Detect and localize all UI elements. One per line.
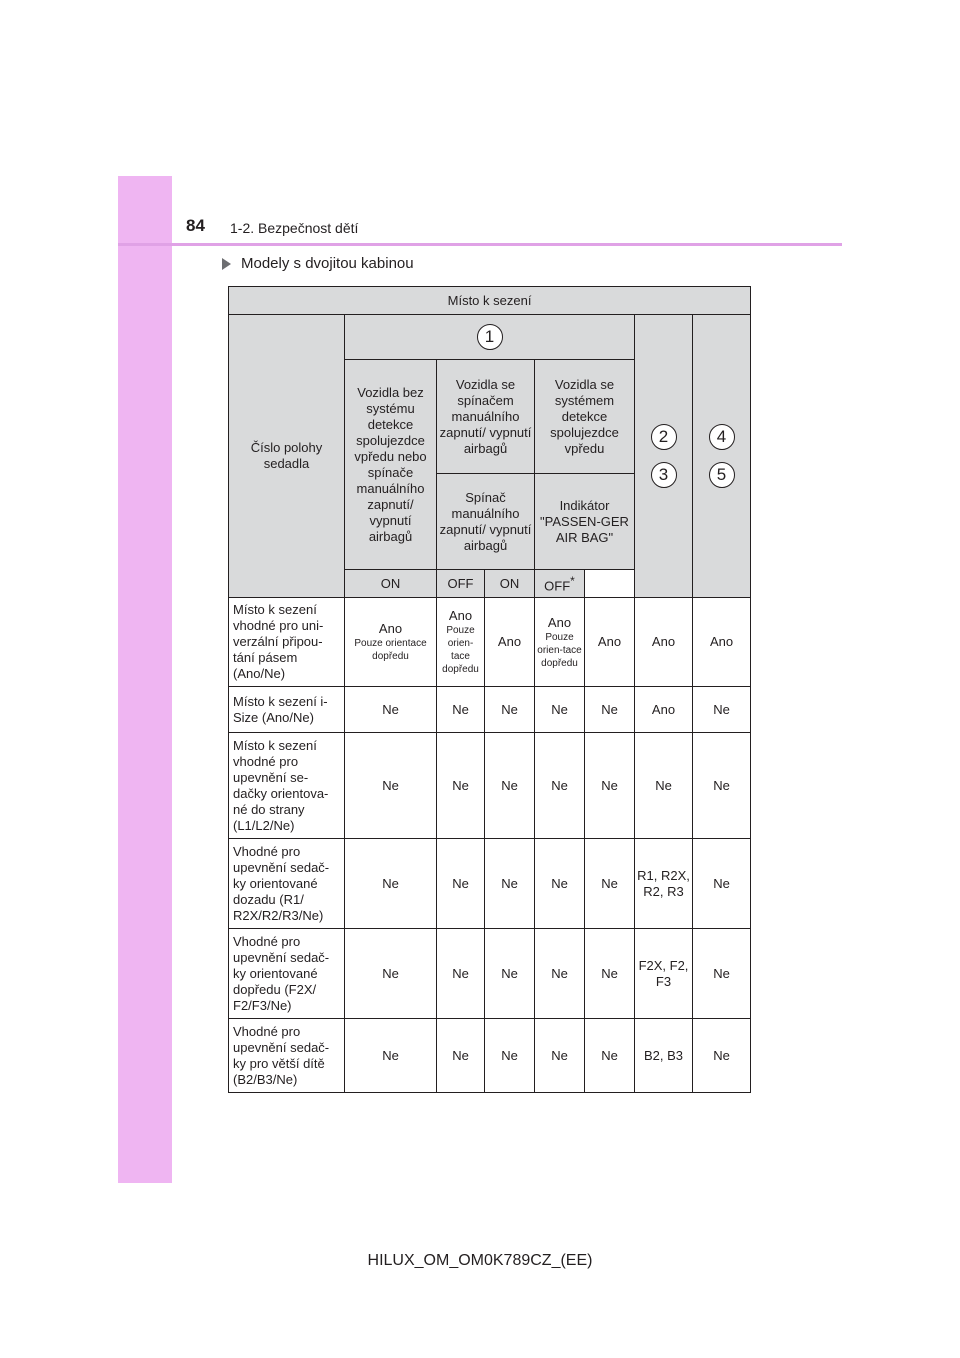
cell: F2X, F2, F3 bbox=[635, 929, 693, 1019]
switch-off-header: OFF bbox=[437, 570, 485, 598]
col-header-no-detection: Vozidla bez systému detekce spolujezdce vpředu nebo spínače manuálního zapnutí/ vypnutí airbagů bbox=[345, 360, 437, 570]
cell: Ano bbox=[485, 598, 535, 687]
table-row bbox=[229, 687, 751, 733]
cell: Ne bbox=[437, 733, 485, 839]
row-label: Vhodné pro upevnění sedač-ky orientované dozadu (R1/ R2X/R2/R3/Ne) bbox=[229, 839, 345, 929]
cell: Ne bbox=[693, 929, 751, 1019]
subsection-heading bbox=[222, 255, 414, 272]
cell: Ne bbox=[585, 929, 635, 1019]
cell: Ne bbox=[485, 929, 535, 1019]
cell: Ne bbox=[585, 1019, 635, 1093]
position-5-circle: 5 bbox=[709, 462, 735, 488]
row-label: Vhodné pro upevnění sedač-ky pro větší dítě (B2/B3/Ne) bbox=[229, 1019, 345, 1093]
cell: Ano bbox=[635, 687, 693, 733]
cell: Ne bbox=[437, 839, 485, 929]
indicator-on-header: ON bbox=[485, 570, 535, 598]
position-2-circle: 2 bbox=[651, 424, 677, 450]
cell: Ano Pouze orien-tace dopředu bbox=[535, 598, 585, 687]
switch-on-header: ON bbox=[345, 570, 437, 598]
row-label: Vhodné pro upevnění sedač-ky orientované dopředu (F2X/ F2/F3/Ne) bbox=[229, 929, 345, 1019]
side-tab-band bbox=[118, 176, 172, 1183]
indicator-off-text: OFF bbox=[544, 578, 571, 594]
cell: Ne bbox=[535, 733, 585, 839]
col-header-detection-system: Vozidla se systémem detekce spolujezdce vpředu bbox=[535, 360, 635, 474]
section-title: 1-2. Bezpečnost dětí bbox=[230, 220, 359, 236]
cell: Ne bbox=[535, 929, 585, 1019]
row-header-seat-number: Číslo polohy sedadla bbox=[229, 315, 345, 598]
cell: Ne bbox=[535, 1019, 585, 1093]
position-1-header bbox=[345, 315, 635, 360]
subheader-indicator: Indikátor "PASSEN-GER AIR BAG" bbox=[535, 474, 635, 570]
table-title: Místo k sezení bbox=[229, 287, 751, 315]
subsection-text: Modely s dvojitou kabinou bbox=[241, 255, 414, 272]
cell: Ne bbox=[693, 1019, 751, 1093]
position-1-circle: 1 bbox=[477, 324, 503, 350]
cell: Ne bbox=[535, 687, 585, 733]
cell: Ne bbox=[693, 839, 751, 929]
cell: Ano bbox=[635, 598, 693, 687]
cell: Ne bbox=[693, 687, 751, 733]
cell: Ano bbox=[693, 598, 751, 687]
table-row bbox=[229, 598, 751, 687]
seating-table bbox=[228, 286, 751, 1093]
header-rule bbox=[118, 243, 842, 246]
cell: Ne bbox=[585, 687, 635, 733]
cell: Ne bbox=[485, 687, 535, 733]
document-code-footer: HILUX_OM_OM0K789CZ_(EE) bbox=[367, 1252, 593, 1269]
cell: Ne bbox=[345, 839, 437, 929]
cell: Ne bbox=[585, 839, 635, 929]
cell: Ano bbox=[585, 598, 635, 687]
cell: Ne bbox=[485, 839, 535, 929]
subheader-switch: Spínač manuálního zapnutí/ vypnutí airbagů bbox=[437, 474, 535, 570]
cell: Ne bbox=[485, 1019, 535, 1093]
indicator-off-header bbox=[535, 570, 585, 598]
row-label: Místo k sezení vhodné pro uni-verzální připou-tání pásem (Ano/Ne) bbox=[229, 598, 345, 687]
cell: Ne bbox=[345, 687, 437, 733]
cell: R1, R2X, R2, R3 bbox=[635, 839, 693, 929]
position-2-3-header bbox=[635, 315, 693, 598]
table-row bbox=[229, 839, 751, 929]
table-row bbox=[229, 1019, 751, 1093]
cell: Ne bbox=[485, 733, 535, 839]
cell: Ne bbox=[535, 839, 585, 929]
table-row bbox=[229, 733, 751, 839]
triangle-bullet-icon bbox=[222, 258, 231, 270]
cell: Ne bbox=[345, 929, 437, 1019]
col-header-manual-switch: Vozidla se spínačem manuálního zapnutí/ vypnutí airbagů bbox=[437, 360, 535, 474]
cell: Ne bbox=[437, 1019, 485, 1093]
footnote-asterisk: * bbox=[570, 574, 575, 588]
page-number: 84 bbox=[186, 216, 205, 235]
position-4-5-header bbox=[693, 315, 751, 598]
position-3-circle: 3 bbox=[651, 462, 677, 488]
cell: B2, B3 bbox=[635, 1019, 693, 1093]
row-label: Místo k sezení i-Size (Ano/Ne) bbox=[229, 687, 345, 733]
cell: Ne bbox=[345, 1019, 437, 1093]
cell: Ano Pouze orientace dopředu bbox=[345, 598, 437, 687]
cell: Ano Pouze orien-tace dopředu bbox=[437, 598, 485, 687]
row-label: Místo k sezení vhodné pro upevnění se-dačky orientova-né do strany (L1/L2/Ne) bbox=[229, 733, 345, 839]
cell: Ne bbox=[693, 733, 751, 839]
cell: Ne bbox=[345, 733, 437, 839]
cell: Ne bbox=[437, 687, 485, 733]
cell: Ne bbox=[635, 733, 693, 839]
table-row bbox=[229, 929, 751, 1019]
cell: Ne bbox=[585, 733, 635, 839]
cell: Ne bbox=[437, 929, 485, 1019]
position-4-circle: 4 bbox=[709, 424, 735, 450]
